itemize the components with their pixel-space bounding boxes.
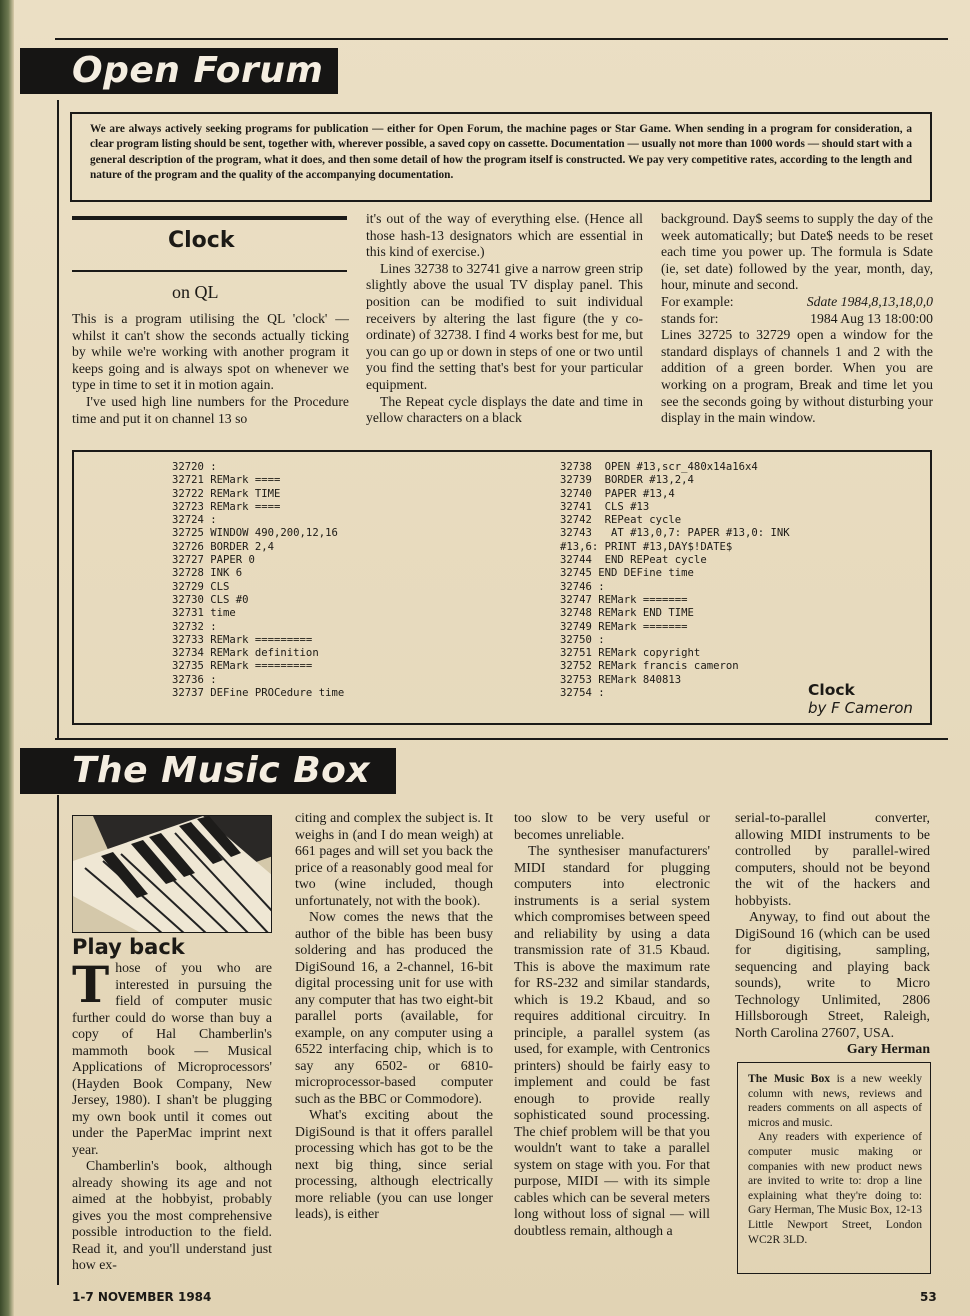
music-box-column-2 [295, 810, 493, 1223]
listing-line: 32750 : [560, 633, 605, 646]
clock-title-rule-top [72, 216, 347, 220]
listing-line: 32753 REMark 840813 [560, 673, 682, 686]
listing-line: 32749 REMark ======= [560, 620, 688, 633]
music-box-column-4 [735, 810, 930, 1058]
stands-value: 1984 Aug 13 18:00:00 [810, 310, 933, 326]
listing-line: 32748 REMark END TIME [560, 607, 694, 620]
listing-line: 32743 AT #13,0,7: PAPER #13,0: INK [560, 527, 790, 540]
listing-line: 32736 : [172, 673, 217, 686]
listing-line: 32751 REMark copyright [560, 647, 701, 660]
music-box-column-3 [514, 810, 710, 1239]
paragraph: I've used high line numbers for the Procedure time and put it on channel 13 so [72, 393, 349, 426]
open-forum-banner [20, 48, 338, 94]
keyboard-illustration [73, 816, 272, 933]
left-vertical-rule [57, 100, 59, 740]
paragraph [72, 955, 272, 1158]
listing-line: 32740 PAPER #13,4 [560, 487, 675, 500]
listing-line: 32728 INK 6 [172, 567, 243, 580]
music-box-banner [20, 748, 396, 794]
listing-right-column [560, 461, 790, 700]
page-spine [0, 0, 14, 1316]
listing-line: 32739 BORDER #13,2,4 [560, 474, 694, 487]
clock-column-3 [661, 211, 933, 427]
listing-caption-title: Clock [808, 681, 855, 699]
listing-line: 32725 WINDOW 490,200,12,16 [172, 527, 338, 540]
listing-left-column [172, 461, 344, 700]
music-box-rule [55, 738, 948, 740]
listing-line: 32737 DEFine PROCedure time [172, 687, 345, 700]
play-back-heading: Play back [72, 935, 185, 959]
stands-row [661, 311, 933, 328]
listing-line: 32738 OPEN #13,scr_480x14a16x4 [560, 461, 758, 473]
paragraph: it's out of the way of everything else. (Hence all those hash-13 designators which are essential in this kind of exercise.) [366, 211, 643, 260]
music-box-info-box [737, 1062, 931, 1274]
listing-line: 32722 REMark TIME [172, 487, 281, 500]
listing-caption-author: by F Cameron [808, 699, 913, 717]
clock-subtitle: on QL [172, 282, 219, 302]
example-value: Sdate 1984,8,13,18,0,0 [806, 293, 933, 309]
paragraph: Chamberlin's book, although already showing its age and not aimed at the hobbyist, probably gives you the most comprehensive possible introduction to the field. Read it, and you'll understand just how ex- [72, 1158, 272, 1272]
listing-line: 32733 REMark ========= [172, 633, 313, 646]
listing-line: 32723 REMark ==== [172, 500, 281, 513]
paragraph: Lines 32725 to 32729 open a window for the standard displays of channels 1 and 2 with the addition of a green border. When you are working on a program, Break and time let you see the seconds going by without disturbing your display in the main window. [661, 327, 933, 426]
listing-line: 32745 END DEFine time [560, 567, 694, 580]
paragraph: Any readers with experience of computer music making or companies with new product news are invited to write to: drop a line explaining what they're doing to: Gary Herman, The Music Box, 12-13 Little Newport Street, London WC2R 3LD. [748, 1130, 922, 1246]
listing-line: 32724 : [172, 514, 217, 527]
listing-line: 32731 time [172, 607, 236, 620]
example-label: For example: [661, 293, 734, 309]
listing-line: 32732 : [172, 620, 217, 633]
listing-line: 32754 : [560, 687, 605, 700]
paragraph [748, 1072, 922, 1130]
paragraph: Anyway, to find out about the DigiSound 16 (which can be used for digitising, sampling, sequencing and playing back sounds), write to Micro Technology Unlimited, 2806 Hillsborough Street, Raleigh, North Carolina 27607, USA. [735, 909, 930, 1040]
clock-column-2 [366, 211, 643, 427]
paragraph-text: hose of you who are interested in pursuing the field of computer music further could do worse than buy a copy of Hal Chamberlin's mammoth book — Musical Applications of Microprocessors' (Hayden Book Company, New Jersey, 1980). I shan't be plugging my own book until it comes out under the PaperMac imprint next year. [72, 960, 272, 1157]
keyboard-photo [72, 815, 272, 933]
listing-line: 32729 CLS [172, 580, 230, 593]
paragraph: too slow to be very useful or becomes unreliable. [514, 810, 710, 842]
top-rule [55, 38, 948, 40]
paragraph: Lines 32738 to 32741 give a narrow green strip slightly above the usual TV display panel. This position can be modified to suit individual receivers by altering the last figure (the y co-ordinate) of 32738. I find 4 works best for me, but you can go up or down in steps of one or two until you find the setting that's best for your particular equipment. [366, 260, 643, 392]
submission-notice: We are always actively seeking programs for publication — either for Open Forum, the machine pages or Star Game. When sending in a program for consideration, a clear program listing should be sent, together with, wherever possible, a saved copy on cassette. Documentation — usually not more than 1000 words — should start with a general description of the program, what it does, and then some detail of how the program itself is constructed. We pay very competitive rates, according to the length and nature of the program and the quality of the accompanying documentation. [70, 112, 932, 202]
paragraph: serial-to-parallel converter, allowing MIDI instruments to be controlled by parallel-wired computers, should not be beyond the wit of the hackers and hobbyists. [735, 810, 930, 908]
clock-title: Clock [168, 228, 235, 253]
listing-line: 32730 CLS #0 [172, 593, 249, 606]
paragraph: background. Day$ seems to supply the day of the week automatically; but Date$ needs to be reset each time you power up. The formula is Sdate (ie, set date) followed by the year, month, day, hour, minute and second. [661, 211, 933, 293]
box-lead: The Music Box [748, 1072, 831, 1085]
listing-line: 32727 PAPER 0 [172, 554, 255, 567]
music-box-left-rule [57, 795, 59, 1285]
listing-line: #13,6: PRINT #13,DAY$!DATE$ [560, 540, 733, 553]
paragraph: What's exciting about the DigiSound is that it offers parallel processing which has got to be the next big thing, since serial processing, although electrically more reliable (you can use longer leads), is either [295, 1107, 493, 1221]
listing-line: 32752 REMark francis cameron [560, 660, 739, 673]
drop-cap: T [72, 955, 110, 1014]
paragraph: This is a program utilising the QL 'clock' — whilst it can't show the seconds actually ticking by while we're working with another program it keeps going and is always spot on whenever we type in time to set it in motion again. [72, 311, 349, 393]
listing-line: 32726 BORDER 2,4 [172, 540, 275, 553]
stands-label: stands for: [661, 310, 719, 326]
listing-line: 32735 REMark ========= [172, 660, 313, 673]
box-text: is a new weekly column with news, reviews and readers comments on all aspects of micros and music. [748, 1072, 922, 1129]
listing-line: 32747 REMark ======= [560, 593, 688, 606]
listing-line: 32744 END REPeat cycle [560, 554, 707, 567]
listing-line: 32721 REMark ==== [172, 474, 281, 487]
program-listing [72, 450, 932, 725]
listing-line: 32720 : [172, 461, 217, 473]
music-box-column-1 [72, 955, 272, 1274]
paragraph: The synthesiser manufacturers' MIDI standard for plugging computers into electronic instruments is a serial system which compromises between speed and reliability by using a data transmission rate of 31.5 Kbaud. This is above the maximum rate for RS-232 and similar standards, which is 19.2 Kbaud, and so requires additional circuitry. In principle, a parallel system (as used, for example, with Centronics printers) should be fairly easy to implement and could be fast enough to provide really sophisticated sound processing. The chief problem will be that you wouldn't want to take a parallel system on stage with you. For that purpose, MIDI — with its simple cables which can be several meters long without loss of signal — will doubtless remain, although a [514, 843, 710, 1238]
clock-title-rule-bottom [72, 270, 347, 272]
paragraph: The Repeat cycle displays the date and time in yellow characters on a black [366, 393, 643, 426]
listing-line: 32741 CLS #13 [560, 500, 650, 513]
page-number: 53 [920, 1290, 937, 1304]
clock-column-1 [72, 311, 349, 427]
paragraph: Now comes the news that the author of the bible has been busy soldering and has produced the DigiSound 16, a 2-channel, 16-bit digital processing unit for use with any computer that has two eight-bit parallel ports (available, for example, on any computer using a 6522 interfacing chip, which is to say any 6502- or 6810-microprocessor-based computer such as the BBC or Commodore). [295, 909, 493, 1106]
example-row [661, 294, 933, 311]
author-signature: Gary Herman [846, 1041, 930, 1056]
paragraph: citing and complex the subject is. It weighs in (and I do mean weigh) at 661 pages and will set you back the price of a reasonably good meal for two (wine included, though unfortunately, not with the book). [295, 810, 493, 908]
listing-line: 32746 : [560, 580, 605, 593]
listing-line: 32734 REMark definition [172, 647, 319, 660]
footer-date: 1-7 NOVEMBER 1984 [72, 1290, 212, 1304]
music-box-title: The Music Box [72, 750, 371, 791]
open-forum-title: Open Forum [72, 50, 324, 91]
listing-line: 32742 REPeat cycle [560, 514, 682, 527]
